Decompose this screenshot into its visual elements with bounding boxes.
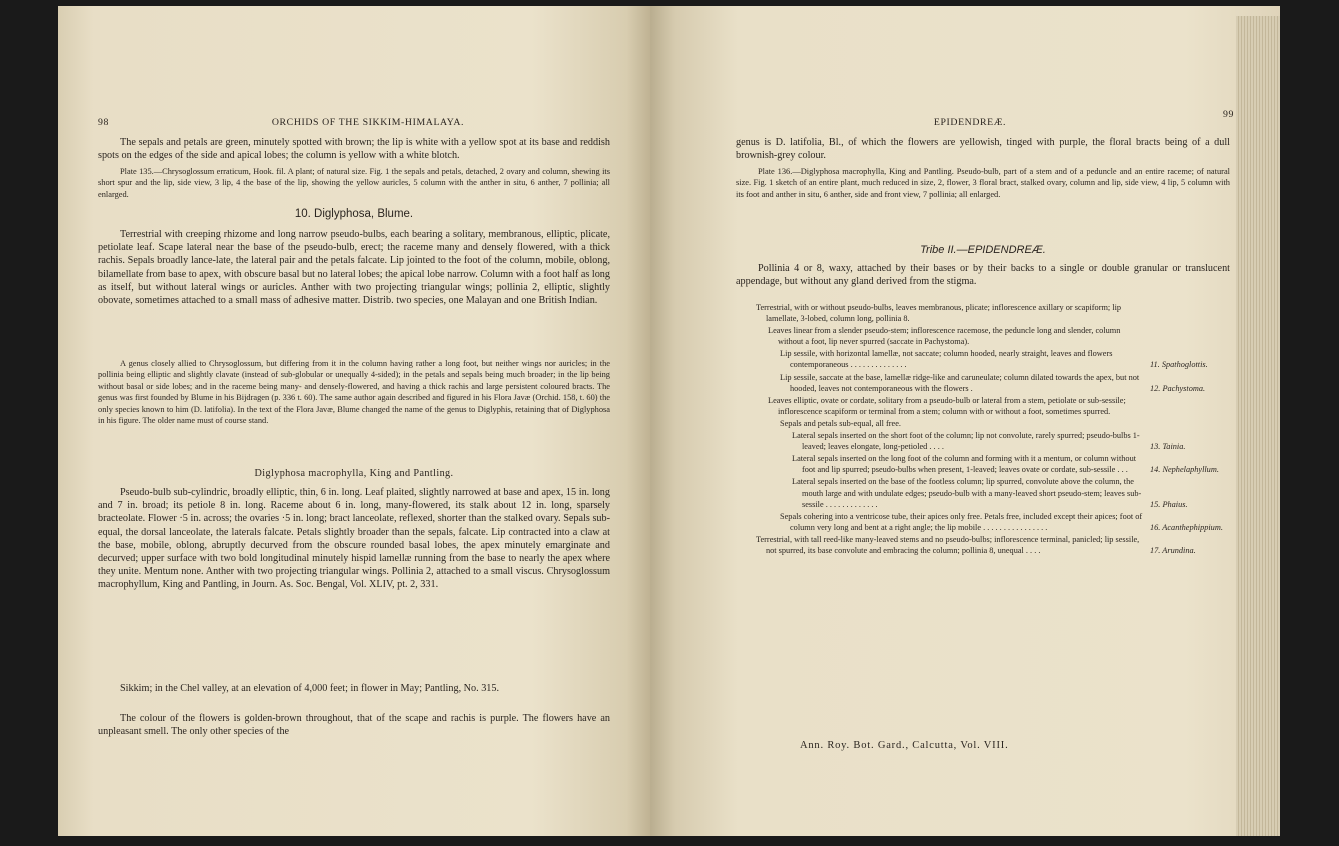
tribe-description: Pollinia 4 or 8, waxy, attached by their bases or by their backs to a single or double granular or translucent appendage, but without any gland derived from the stigma. [736, 263, 1230, 288]
plate-caption: Plate 135.—Chrysoglossum erraticum, Hook. fil. A plant; of natural size. Fig. 1 the sepals and petals, detached, 2 ovary and column, shewing its short spur and the lip, side view, 3 lip, 4 the base of the lip, showing the yellow auricles, 5 column with the anther in situ, 6 anther, 7 pollinia; all enlarged. [98, 167, 610, 199]
locality: Sikkim; in the Chel valley, at an elevation of 4,000 feet; in flower in May; Pantling, No. 315. [120, 683, 500, 694]
book-spread [58, 6, 1298, 842]
key-text: Terrestrial, with tall reed-like many-leaved stems and no pseudo-bulbs; inflorescence terminal, panicled; lip sessile, not spurred, its base convolute and embracing the column; pollinia 8, unequal . . . . [756, 534, 1140, 555]
left-page [58, 6, 650, 836]
key-entry [756, 302, 1232, 324]
key-entry [766, 511, 1232, 533]
key-entry [766, 372, 1232, 394]
key-entry [766, 348, 1232, 370]
key-entry [756, 534, 1232, 556]
footer: Ann. Roy. Bot. Gard., Calcutta, Vol. VIII. [800, 740, 1009, 751]
key-genus: 12. Pachystoma. [1150, 383, 1206, 393]
species-heading: Diglyphosa macrophylla, King and Pantling. [254, 468, 454, 479]
genera-key [756, 302, 1232, 557]
genus-note: A genus closely allied to Chrysoglossum, but differing from it in the column having rather a long foot, but neither wings nor auricles; in the pollinia being elliptic and slightly clavate (instead of sub-globular or unequally 4-sided); in the petals and sepals being much broader; in the lip being without basal or side lobes; and in the raceme being many- and densely-flowered, and having a thick rachis and large persistent coloured bracts. The genus was first founded by Blume in his Bijdragen (p. 336 t. 60). The same author again described and figured in his Flora Javæ (Orchid. 158, t. 60) the only species known to him (D. latifolia). In the text of the Flora Javæ, Blume changed the name of the genus to Diglyphis, retaining that of Diglyphosa in his figure. The older name must of course stand. [98, 359, 610, 426]
key-genus: 15. Phaius. [1150, 499, 1188, 509]
key-entry [766, 476, 1232, 509]
genus-description: Terrestrial with creeping rhizome and long narrow pseudo-bulbs, each bearing a solitary, membranous, elliptic, plicate, petiolate leaf. Scape lateral near the base of the pseudo-bulb, erect; the raceme many and densely flowered, with a thick rachis. Sepals broadly lance-late, the lateral pair and the petals falcate. Lip jointed to the foot of the column, mobile, oblong, bilamellate from base to apex, with obscure basal but no lateral lobes; the apical lobe narrow. Column with a foot half as long as itself, but without lateral wings or auricles. Anther with two projecting triangular wings; pollinia 2, elliptic, slightly obovate, sometimes attached to a small mass of adhesive matter. Distrib. two species, one Malayan and one British Indian. [98, 229, 610, 307]
key-text: Leaves elliptic, ovate or cordate, solitary from a pseudo-bulb or lateral from a stem, petiolate or sub-sessile; inflorescence scapiform or terminal from a stem; column with or without a foot, sometimes spurred. [768, 395, 1126, 416]
key-text: Lip sessile, saccate at the base, lamellæ ridge-like and caruneulate; column dilated towards the apex, but not hooded, leaves not contemporaneous with the flowers . [780, 372, 1140, 393]
page-number: 98 [98, 117, 109, 128]
tribe-heading: Tribe II.—EPIDENDREÆ. [920, 244, 1046, 256]
paragraph: The sepals and petals are green, minutely spotted with brown; the lip is white with a yellow spot at its base and reddish spots on the edges of the side and apical lobes; the column is yellow with a white blotch. [98, 137, 610, 162]
key-entry [766, 453, 1232, 475]
key-text: Terrestrial, with or without pseudo-bulbs, leaves membranous, plicate; inflorescence axillary or scapiform; lip lamellate, 3-lobed, column long, pollinia 8. [756, 303, 1122, 324]
key-genus: 11. Spathoglottis. [1150, 360, 1208, 370]
running-head: ORCHIDS OF THE SIKKIM-HIMALAYA. [271, 117, 465, 128]
genus-heading: 10. Diglyphosa, Blume. [294, 208, 414, 220]
key-text: Lip sessile, with horizontal lamellæ, not saccate; column hooded, nearly straight, leaves and flowers contemporaneous . . . . . . . . . . . . . . [780, 349, 1113, 370]
key-genus: 17. Arundina. [1150, 545, 1196, 555]
page-edges [1236, 16, 1280, 836]
paragraph: genus is D. latifolia, Bl., of which the flowers are yellowish, tinged with purple, the floral bracts being of a dull brownish-grey colour. [736, 137, 1230, 162]
key-entry [766, 418, 1232, 429]
colour-note: The colour of the flowers is golden-brown throughout, that of the scape and rachis is purple. The flowers have an unpleasant smell. The only other species of the [98, 713, 610, 738]
running-head: EPIDENDREÆ. [933, 117, 1007, 128]
page-number: 99 [1223, 109, 1234, 120]
key-text: Lateral sepals inserted on the short foot of the column; lip not convolute, rarely spurred; pseudo-bulbs 1-leaved; leaves elongate, long-petioled . . . . [792, 431, 1140, 452]
key-text: Lateral sepals inserted on the base of the footless column; lip spurred, convolute above the column, the mouth large and with undulate edges; pseudo-bulb with a many-leaved short pseudo-stem; leaves sub-sessile . . . . . . . . . . . . . [792, 477, 1142, 509]
key-text: Lateral sepals inserted on the long foot of the column and forming with it a mentum, or column without foot and lip spurred; pseudo-bulbs when present, 1-leaved; leaves ovate or cordate, sub-sessile . . . [792, 454, 1137, 475]
key-entry [766, 430, 1232, 452]
species-description: Pseudo-bulb sub-cylindric, broadly elliptic, thin, 6 in. long. Leaf plaited, slightly narrowed at base and apex, 15 in. long and 7 in. broad; its petiole 8 in. long. Raceme about 6 in. long, many-flowered, its stalk about 12 in. long, sparsely bracteolate. Flower ·5 in. across; the ovaries ·5 in. long; bract lanceolate, reflexed, shorter than the stalked ovary. Sepals sub-equal, the dorsal lanceolate, the laterals falcate. Petals slightly broader than the sepals, falcate. Lip contracted into a claw at the base, mobile, oblong, abruptly decurved from the obscure rounded basal lobes, the apex minutely emarginate and decurved; upper surface with two bold longitudinal minutely hispid lamellæ running from the base to nearly the apex where they unite. Mentum none. Anther with two projecting triangular wings. Pollinia 2, attached to a small viscus. Chrysoglossum macrophyllum, King and Pantling, in Journ. As. Soc. Bengal, Vol. XLIV, pt. 2, 331. [98, 487, 610, 591]
key-entry [766, 395, 1232, 417]
key-entry [766, 325, 1232, 347]
right-page [650, 6, 1280, 836]
plate-caption: Plate 136.—Diglyphosa macrophylla, King and Pantling. Pseudo-bulb, part of a stem and of a peduncle and an entire raceme; of natural size. Fig. 1 sketch of an entire plant, much reduced in size, 2, flower, 3 floral bract, stalked ovary, column and lip, side view, 4 lip, 5 column with its foot and anther in situ, 6 anther, side and front view, 7 pollinia; all enlarged. [736, 167, 1230, 199]
key-text: Leaves linear from a slender pseudo-stem; inflorescence racemose, the peduncle long and slender, column without a foot, lip never spurred (saccate in Pachystoma). [768, 326, 1121, 347]
key-genus: 13. Tainia. [1150, 442, 1186, 452]
key-genus: 16. Acanthephippium. [1150, 522, 1223, 532]
key-text: Sepals cohering into a ventricose tube, their apices only free. Petals free, included except their apices; foot of column very long and bent at a right angle; the lip mobile . . . . . . . . . . . . . . . . [780, 511, 1143, 532]
key-text: Sepals and petals sub-equal, all free. [780, 418, 901, 428]
key-genus: 14. Nephelaphyllum. [1150, 465, 1219, 475]
